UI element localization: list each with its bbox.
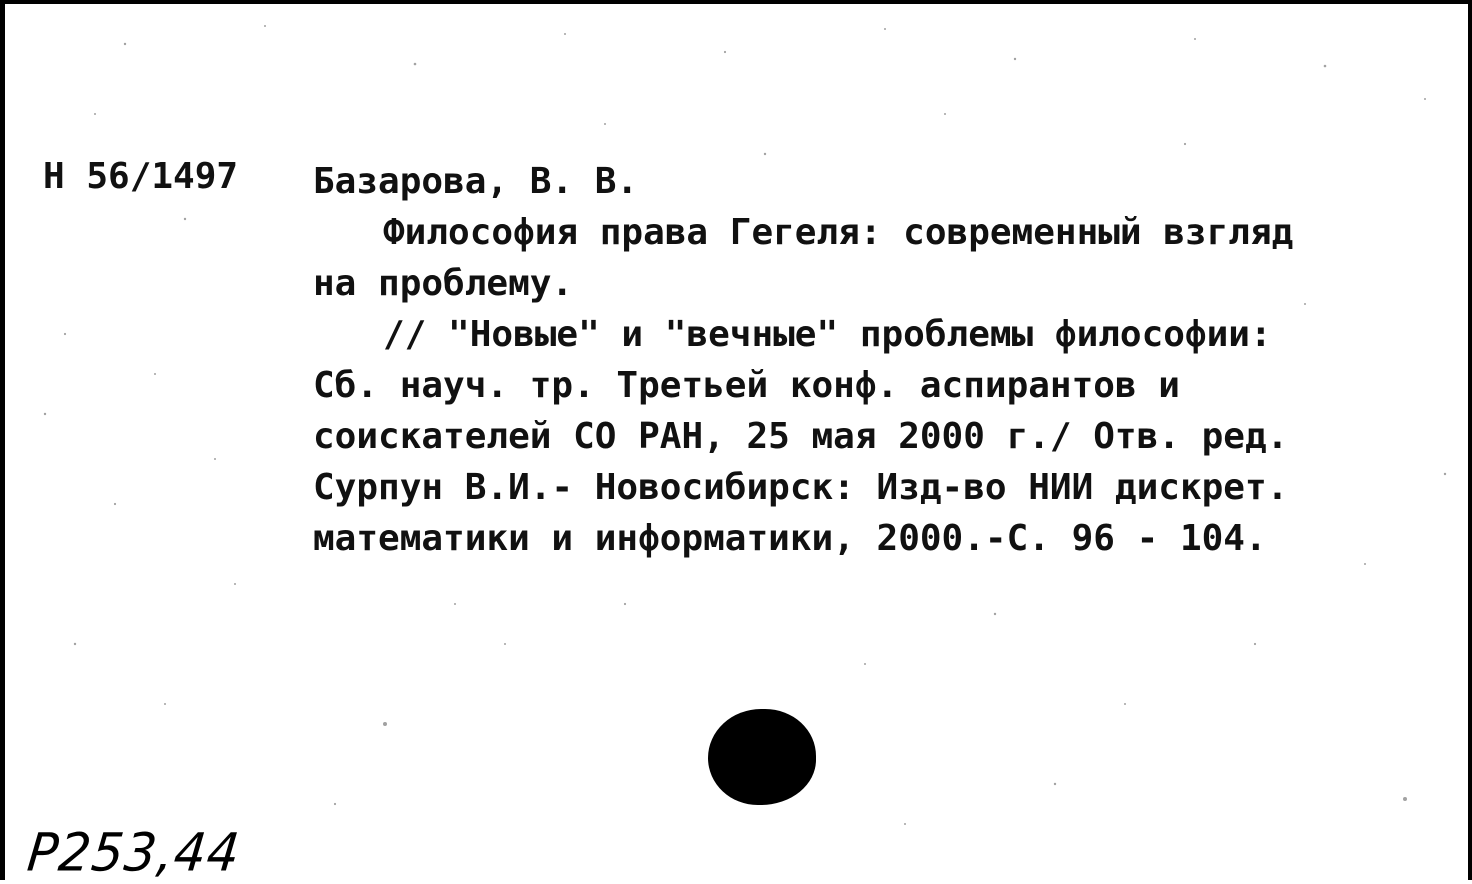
title-line-1: Философия права Гегеля: современный взгляд	[383, 212, 1294, 253]
source-line-3: соискателей СО РАН, 25 мая 2000 г./ Отв. ред.	[313, 416, 1289, 457]
source-line-4: Сурпун В.И.- Новосибирск: Изд-во НИИ дискрет.	[313, 467, 1289, 508]
author-line: Базарова, В. В.	[313, 161, 639, 202]
handwritten-call-number: P253,44	[24, 822, 244, 883]
punch-hole	[708, 709, 816, 805]
title-line-2: на проблему.	[313, 263, 574, 304]
source-line-5: математики и информатики, 2000.-С. 96 - 104.	[313, 518, 1267, 559]
source-line-2: Сб. науч. тр. Третьей конф. аспирантов и	[313, 365, 1180, 406]
bibliographic-entry	[313, 156, 1433, 564]
shelfmark: Н 56/1497	[43, 156, 239, 197]
source-line-1: // "Новые" и "вечные" проблемы философии:	[383, 314, 1272, 355]
